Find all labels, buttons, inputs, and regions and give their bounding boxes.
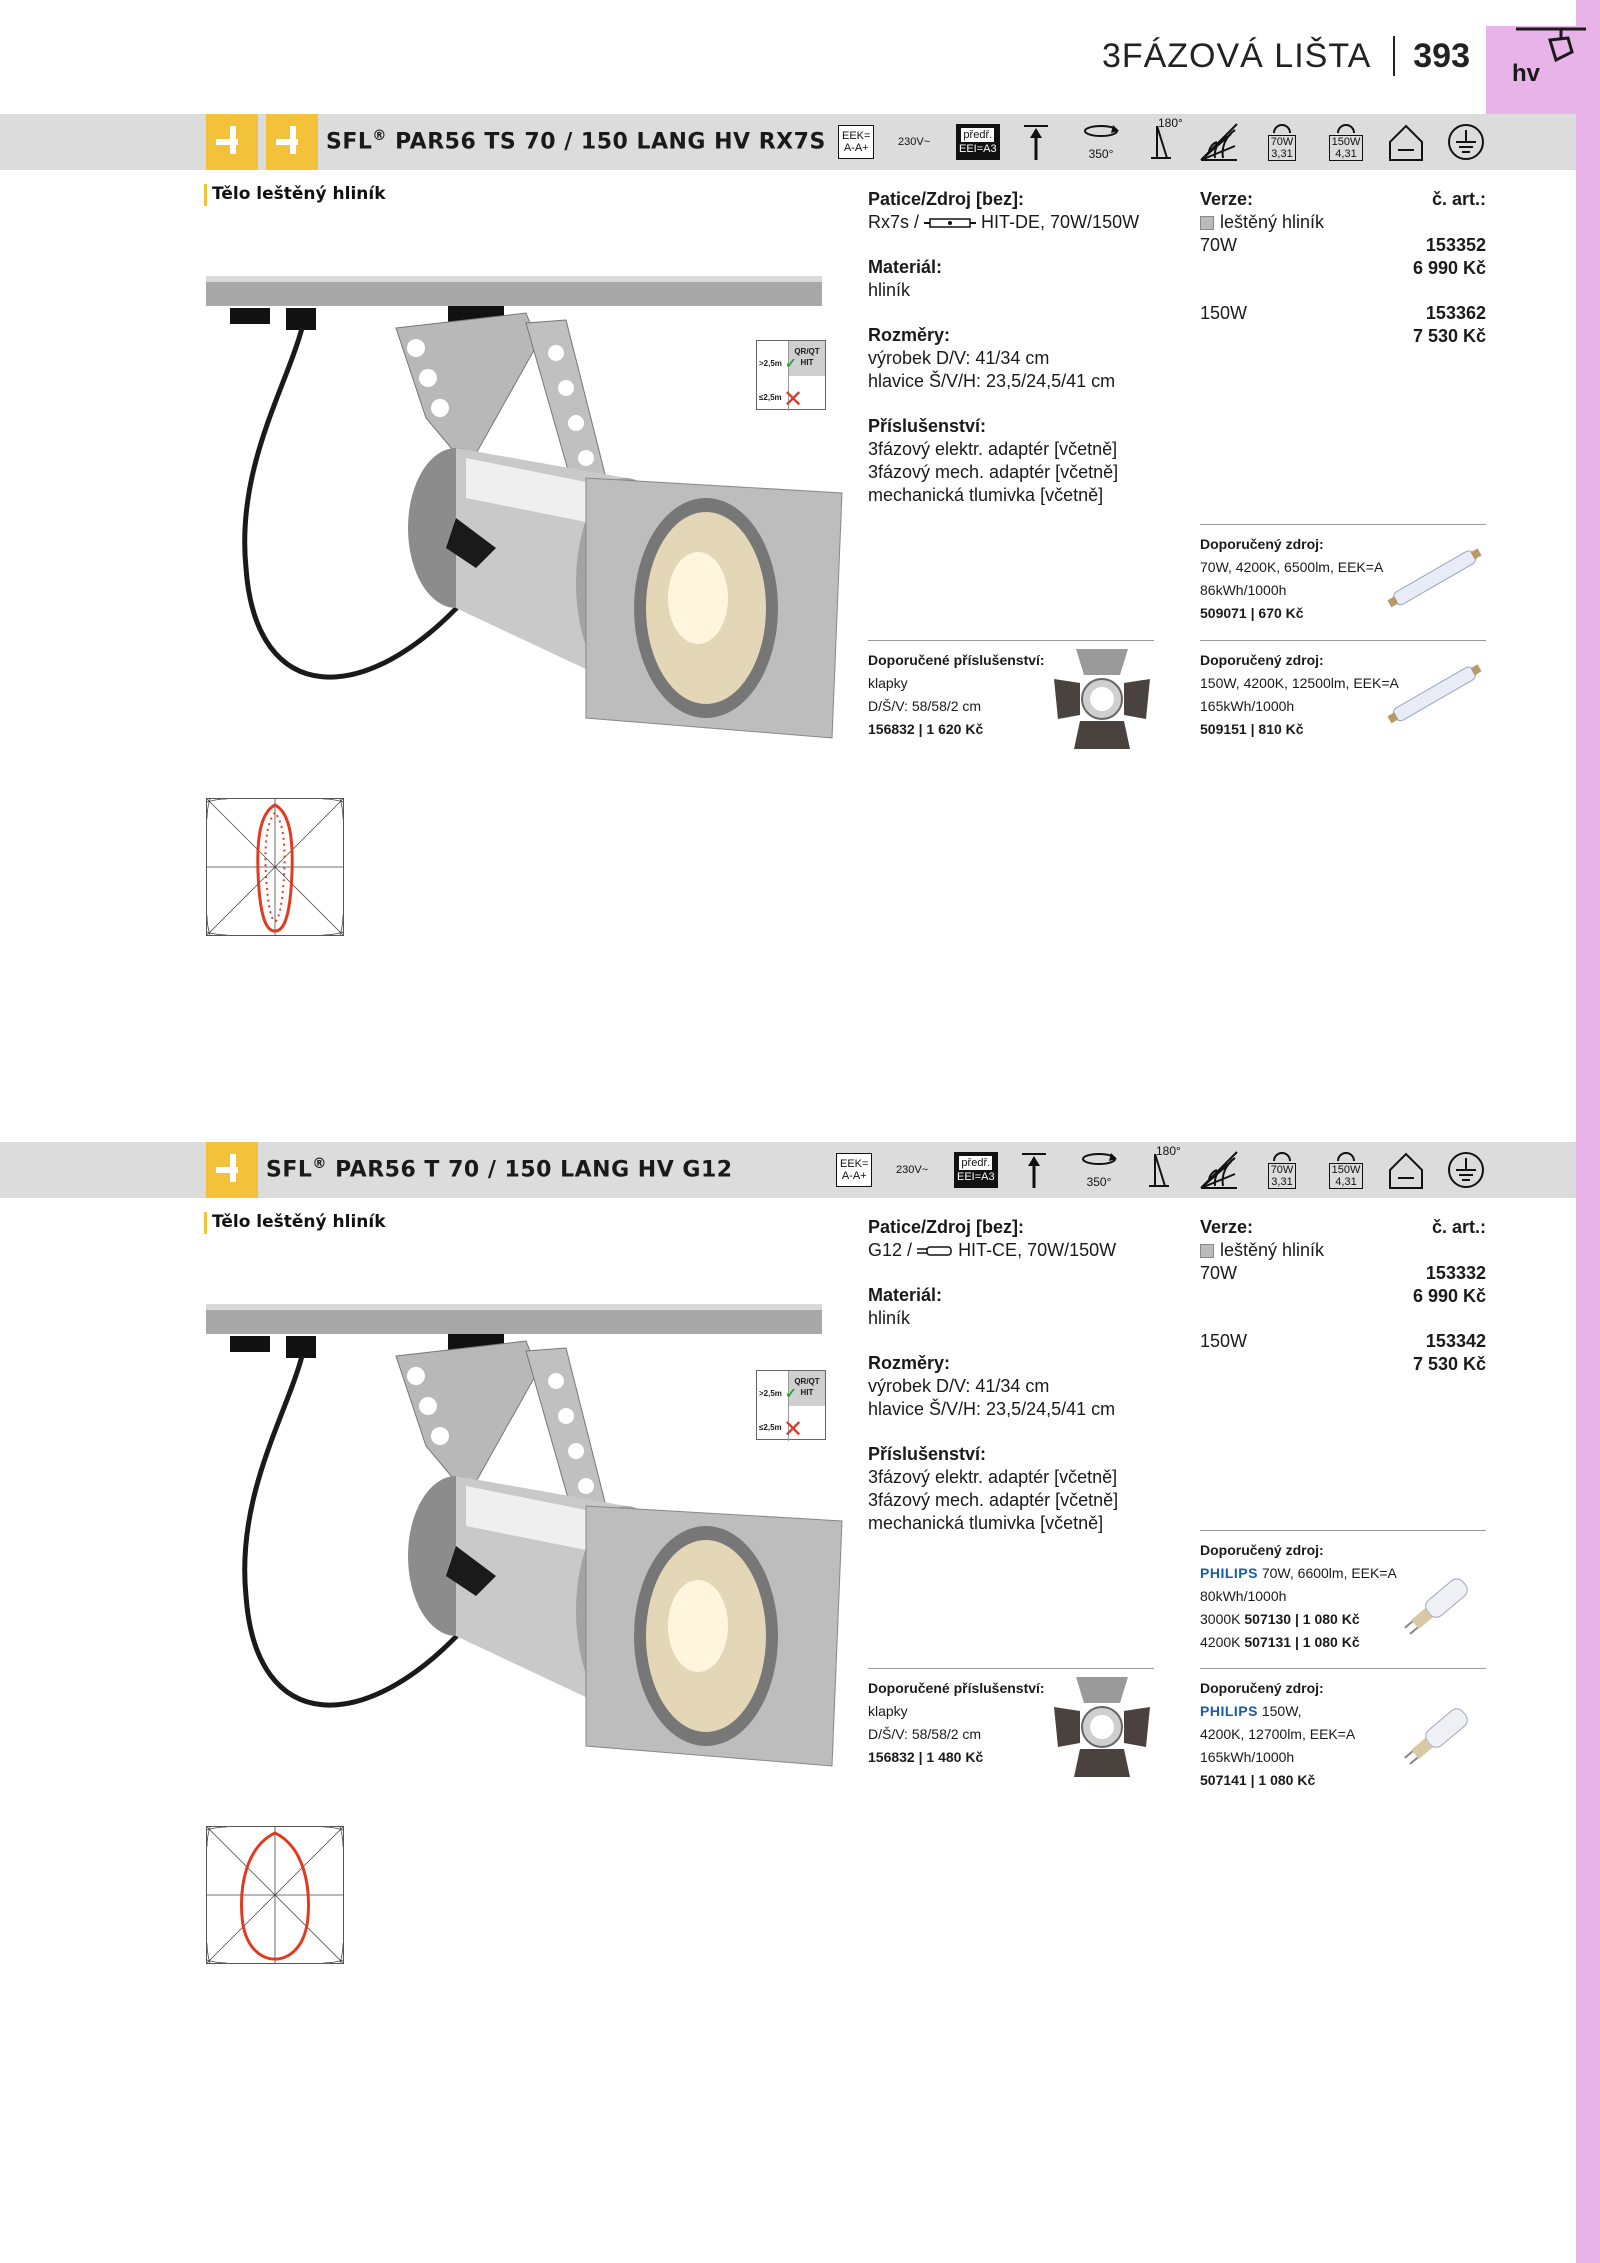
indoor-use-icon xyxy=(1386,122,1426,162)
tilt-180-icon: 180° xyxy=(1134,1150,1184,1190)
product-name: SFL® PAR56 T 70 / 150 LANG HV G12 xyxy=(266,1156,733,1183)
voltage-label: 230V~ xyxy=(898,136,931,148)
ground-class-icon xyxy=(1446,122,1486,162)
lamp-tube-image xyxy=(1382,537,1486,617)
recommended-source: Doporučený zdroj: 150W, 4200K, 12500lm, EEK=A 165kWh/1000h 509151 | 810 Kč xyxy=(1200,640,1486,750)
rotation-350-icon: 350° xyxy=(1078,122,1124,162)
page-number: 393 xyxy=(1413,36,1470,75)
specs-column xyxy=(868,188,1188,529)
check-icon: ✓ xyxy=(785,1385,797,1401)
ceiling-mount-icon xyxy=(1014,1150,1054,1190)
socket-label: Patice/Zdroj [bez]: xyxy=(868,189,1025,209)
accessory-title: Doporučené příslušenství: xyxy=(868,652,1045,668)
section-tag: hv xyxy=(1512,60,1541,87)
accessories-label: Příslušenství: xyxy=(868,416,987,436)
finish-option: leštěný hliník xyxy=(1200,1239,1486,1262)
dimensions-head: hlavice Š/V/H: 23,5/24,5/41 cm xyxy=(868,1399,1116,1419)
light-distribution-diagram xyxy=(206,798,344,936)
bulb-70w-icon: 70W 3,31 xyxy=(1262,122,1302,162)
product-photo xyxy=(206,268,846,768)
side-color-strip xyxy=(1576,0,1600,2263)
page-title: 3FÁZOVÁ LIŠTA xyxy=(1101,36,1372,75)
bulb-150w-icon: 150W 4,31 xyxy=(1326,1150,1366,1190)
article-label: č. art.: xyxy=(1431,1217,1486,1237)
product-subtitle: Tělo leštěný hliník xyxy=(212,184,386,204)
plus-badge-icon xyxy=(266,114,318,170)
finish-swatch xyxy=(1200,216,1214,230)
product-subtitle: Tělo leštěný hliník xyxy=(212,1212,386,1232)
philips-logo: PHILIPS xyxy=(1200,1565,1258,1581)
ceiling-distance-warning: QR/QT HIT >2,5m ≤2,5m ✓ ✕ xyxy=(756,1370,826,1440)
barn-doors-image xyxy=(1050,1673,1154,1781)
ceiling-distance-warning: QR/QT HIT >2,5m ≤2,5m ✓ ✕ xyxy=(756,340,826,410)
accessory-name: klapky xyxy=(868,1703,908,1719)
accessory-item: 3fázový mech. adaptér [včetně] xyxy=(868,462,1119,482)
version-watt: 150W xyxy=(1200,1331,1248,1351)
dimensions-product: výrobek D/V: 41/34 cm xyxy=(868,1376,1050,1396)
accessory-dimensions: D/Š/V: 58/58/2 cm xyxy=(868,698,982,714)
accessories-label: Příslušenství: xyxy=(868,1444,987,1464)
version-watt: 70W xyxy=(1200,1263,1238,1283)
material-label: Materiál: xyxy=(868,1285,943,1305)
version-label: Verze: xyxy=(1200,189,1254,209)
accessory-code: 156832 | 1 480 Kč xyxy=(868,1749,984,1765)
lamp-capsule-icon xyxy=(917,1244,953,1258)
cross-icon: ✕ xyxy=(783,386,804,413)
tilt-180-icon: 180° xyxy=(1136,122,1186,162)
price: 6 990 Kč xyxy=(1412,1286,1486,1306)
product-band-1 xyxy=(0,114,1576,170)
product-band-2 xyxy=(0,1142,1576,1198)
material-value: hliník xyxy=(868,1308,911,1328)
lamp-capsule-image xyxy=(1396,1559,1486,1649)
ballast-eei-icon: předř. EEI=A3 xyxy=(956,124,1000,160)
indoor-use-icon xyxy=(1386,1150,1426,1190)
accessory-item: mechanická tlumivka [včetně] xyxy=(868,485,1104,505)
energy-class-icon: EEK= A-A+ xyxy=(836,1153,872,1187)
article-number: 153332 xyxy=(1425,1263,1486,1283)
accessory-title: Doporučené příslušenství: xyxy=(868,1680,1045,1696)
recommended-source: Doporučený zdroj: PHILIPS 70W, 6600lm, EEK=A 80kWh/1000h 3000K 507130 | 1 080 Kč 4200K 507131 | 1 080 Kč xyxy=(1200,1530,1486,1662)
recommended-accessory xyxy=(868,1668,1154,1788)
socket-value: Rx7s / HIT-DE, 70W/150W xyxy=(868,212,1140,232)
check-icon: ✓ xyxy=(785,355,797,371)
version-label: Verze: xyxy=(1200,1217,1254,1237)
price: 7 530 Kč xyxy=(1412,1354,1486,1374)
barn-doors-image xyxy=(1050,645,1154,753)
recommended-source: Doporučený zdroj: 70W, 4200K, 6500lm, EEK=A 86kWh/1000h 509071 | 670 Kč xyxy=(1200,524,1486,634)
beam-angle-icon xyxy=(1198,1150,1240,1190)
accessory-item: mechanická tlumivka [včetně] xyxy=(868,1513,1104,1533)
lamp-tube-image xyxy=(1382,653,1486,733)
versions-column xyxy=(1200,188,1486,348)
lamp-tube-icon xyxy=(924,216,976,230)
recommended-accessory xyxy=(868,640,1154,760)
finish-swatch xyxy=(1200,1244,1214,1258)
accessory-item: 3fázový elektr. adaptér [včetně] xyxy=(868,439,1118,459)
recommended-source: Doporučený zdroj: PHILIPS 150W, 4200K, 12700lm, EEK=A 165kWh/1000h 507141 | 1 080 Kč xyxy=(1200,1668,1486,1788)
philips-logo: PHILIPS xyxy=(1200,1703,1258,1719)
accessory-item: 3fázový mech. adaptér [včetně] xyxy=(868,1490,1119,1510)
article-number: 153362 xyxy=(1425,303,1486,323)
finish-option: leštěný hliník xyxy=(1200,211,1486,234)
specs-column xyxy=(868,1216,1188,1557)
dimensions-label: Rozměry: xyxy=(868,1353,951,1373)
socket-label: Patice/Zdroj [bez]: xyxy=(868,1217,1025,1237)
page-header xyxy=(1102,34,1470,78)
ground-class-icon xyxy=(1446,1150,1486,1190)
price: 7 530 Kč xyxy=(1412,326,1486,346)
material-label: Materiál: xyxy=(868,257,943,277)
material-value: hliník xyxy=(868,280,911,300)
version-watt: 150W xyxy=(1200,303,1248,323)
article-number: 153342 xyxy=(1425,1331,1486,1351)
plus-badge-icon xyxy=(206,114,258,170)
ballast-eei-icon: předř. EEI=A3 xyxy=(954,1152,998,1188)
version-watt: 70W xyxy=(1200,235,1238,255)
bulb-150w-icon: 150W 4,31 xyxy=(1326,122,1366,162)
article-label: č. art.: xyxy=(1431,189,1486,209)
energy-class-icon: EEK= A-A+ xyxy=(838,125,874,159)
versions-column xyxy=(1200,1216,1486,1376)
dimensions-product: výrobek D/V: 41/34 cm xyxy=(868,348,1050,368)
light-distribution-diagram xyxy=(206,1826,344,1964)
cross-icon: ✕ xyxy=(783,1416,804,1443)
bulb-70w-icon: 70W 3,31 xyxy=(1262,1150,1302,1190)
accessory-code: 156832 | 1 620 Kč xyxy=(868,721,984,737)
ceiling-mount-icon xyxy=(1016,122,1056,162)
beam-angle-icon xyxy=(1198,122,1240,162)
lamp-capsule-image xyxy=(1396,1689,1486,1779)
price: 6 990 Kč xyxy=(1412,258,1486,278)
article-number: 153352 xyxy=(1425,235,1486,255)
plus-badge-icon xyxy=(206,1142,258,1198)
socket-value: G12 / HIT-CE, 70W/150W xyxy=(868,1240,1117,1260)
product-photo xyxy=(206,1296,846,1796)
accessory-name: klapky xyxy=(868,675,908,691)
dimensions-head: hlavice Š/V/H: 23,5/24,5/41 cm xyxy=(868,371,1116,391)
dimensions-label: Rozměry: xyxy=(868,325,951,345)
voltage-label: 230V~ xyxy=(896,1164,929,1176)
product-name: SFL® PAR56 TS 70 / 150 LANG HV RX7S xyxy=(326,128,826,155)
section-tab xyxy=(1486,26,1600,116)
accessory-item: 3fázový elektr. adaptér [včetně] xyxy=(868,1467,1118,1487)
accessory-dimensions: D/Š/V: 58/58/2 cm xyxy=(868,1726,982,1742)
header-divider xyxy=(1393,36,1395,76)
rotation-350-icon: 350° xyxy=(1076,1150,1122,1190)
